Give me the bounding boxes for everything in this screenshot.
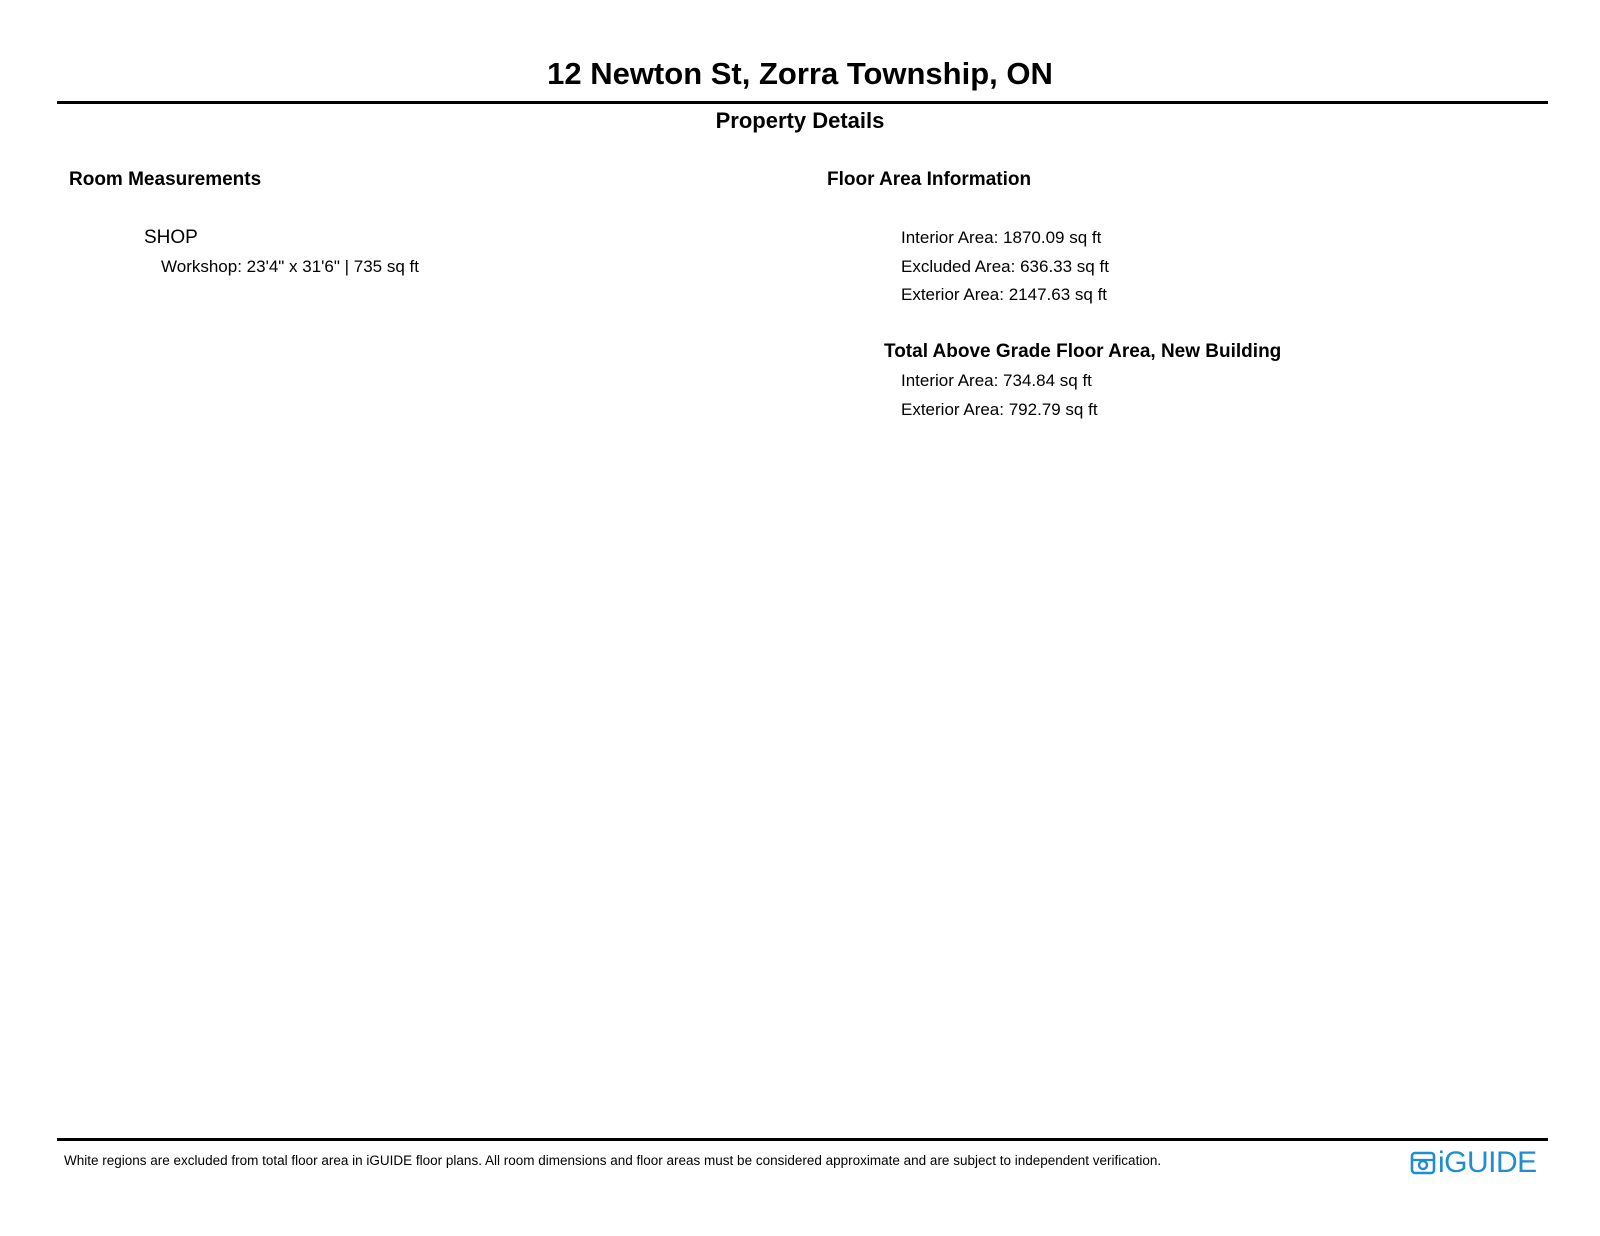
room-measurements-heading: Room Measurements (69, 169, 262, 190)
page-subtitle: Property Details (715, 108, 885, 133)
excluded-area-item: Excluded Area: 636.33 sq ft (901, 256, 1109, 276)
overall-area-list (901, 224, 1109, 310)
exterior-area-item: Exterior Area: 2147.63 sq ft (901, 285, 1108, 305)
above-grade-area-list (901, 367, 1098, 424)
above-grade-exterior-item: Exterior Area: 792.79 sq ft (901, 399, 1098, 419)
logo-text: iGUIDE (1438, 1146, 1537, 1179)
above-grade-heading: Total Above Grade Floor Area, New Building (884, 341, 1282, 362)
room-measurement-item: Workshop: 23'4" x 31'6" | 735 sq ft (161, 257, 419, 276)
header-divider (57, 101, 1548, 104)
footer-divider (57, 1138, 1548, 1141)
camera-icon (1410, 1150, 1436, 1176)
interior-area-item: Interior Area: 1870.09 sq ft (901, 228, 1102, 247)
page-title: 12 Newton St, Zorra Township, ON (547, 56, 1053, 91)
footer-disclaimer: White regions are excluded from total floor area in iGUIDE floor plans. All room dimensions and floor areas must be considered approximate and are subject to independent verification. (64, 1153, 1162, 1168)
room-group-label: SHOP (144, 227, 198, 248)
iguide-logo (1410, 1147, 1537, 1179)
floor-area-heading: Floor Area Information (827, 169, 1032, 190)
above-grade-interior-item: Interior Area: 734.84 sq ft (901, 371, 1092, 390)
